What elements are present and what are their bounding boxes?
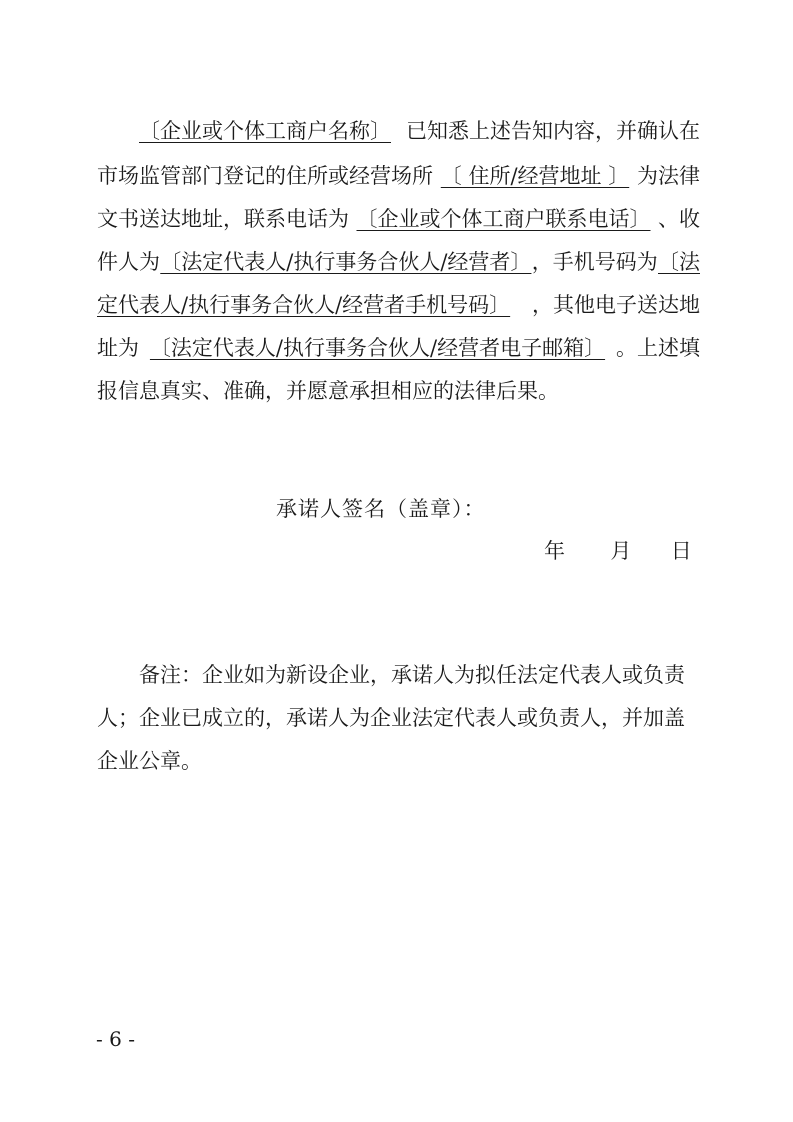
paragraph1-text: 市场监管部门登记的住所或经营场所 (97, 164, 433, 188)
note-line1 (97, 660, 700, 690)
company-name-field: 〔企业或个体工商户名称〕 (139, 119, 391, 143)
paragraph1-text: 件人为 (97, 250, 160, 274)
date-day-label: 日 (670, 539, 692, 563)
note-text: 备注：企业如为新设企业，承诺人为拟任法定代表人或负责 (139, 663, 685, 687)
note-text: 企业公章。 (97, 749, 202, 773)
paragraph1-text: 为法律 (637, 164, 700, 188)
paragraph1-text: 、收 (658, 207, 700, 231)
paragraph1-line3 (97, 204, 700, 234)
paragraph1-text: 。上述填 (616, 336, 700, 360)
recipient-email-field: 〔法定代表人/执行事务合伙人/经营者电子邮箱〕 (149, 336, 606, 360)
date-year-label: 年 (544, 539, 565, 563)
signature-date (544, 536, 692, 566)
date-month-label: 月 (610, 539, 632, 563)
paragraph1-text: 已知悉上述告知内容，并确认在 (406, 119, 700, 143)
paragraph1-line5 (97, 290, 700, 320)
note-text: 人；企业已成立的，承诺人为企业法定代表人或负责人，并加盖 (97, 706, 685, 730)
recipient-mobile-field: 定代表人/执行事务合伙人/经营者手机号码〕 (97, 293, 511, 317)
paragraph1-text: ，手机号码为 (531, 250, 658, 274)
paragraph1-line4 (97, 247, 700, 277)
signature-label: 承诺人签名（盖章）： (276, 497, 486, 521)
paragraph1-line6 (97, 333, 700, 363)
paragraph1-text: 文书送达地址，联系电话为 (97, 207, 349, 231)
page-number: - 6 - (96, 1027, 135, 1051)
paragraph1-text: ，其他电子送达地 (532, 293, 700, 317)
paragraph1-line1 (97, 116, 700, 146)
note-line3 (97, 746, 700, 776)
paragraph1-line7 (97, 376, 700, 406)
paragraph1-text: 址为 (97, 336, 139, 360)
recipient-name-field: 〔法定代表人/执行事务合伙人/经营者〕 (160, 250, 532, 274)
address-field: 〔 住所/经营地址 〕 (440, 164, 630, 188)
paragraph1-text: 报信息真实、准确，并愿意承担相应的法律后果。 (97, 379, 559, 403)
company-phone-field: 〔企业或个体工商户联系电话〕 (356, 207, 651, 231)
paragraph1-line2 (97, 161, 700, 191)
note-line2 (97, 703, 700, 733)
recipient-mobile-field: 〔法 (658, 250, 700, 274)
